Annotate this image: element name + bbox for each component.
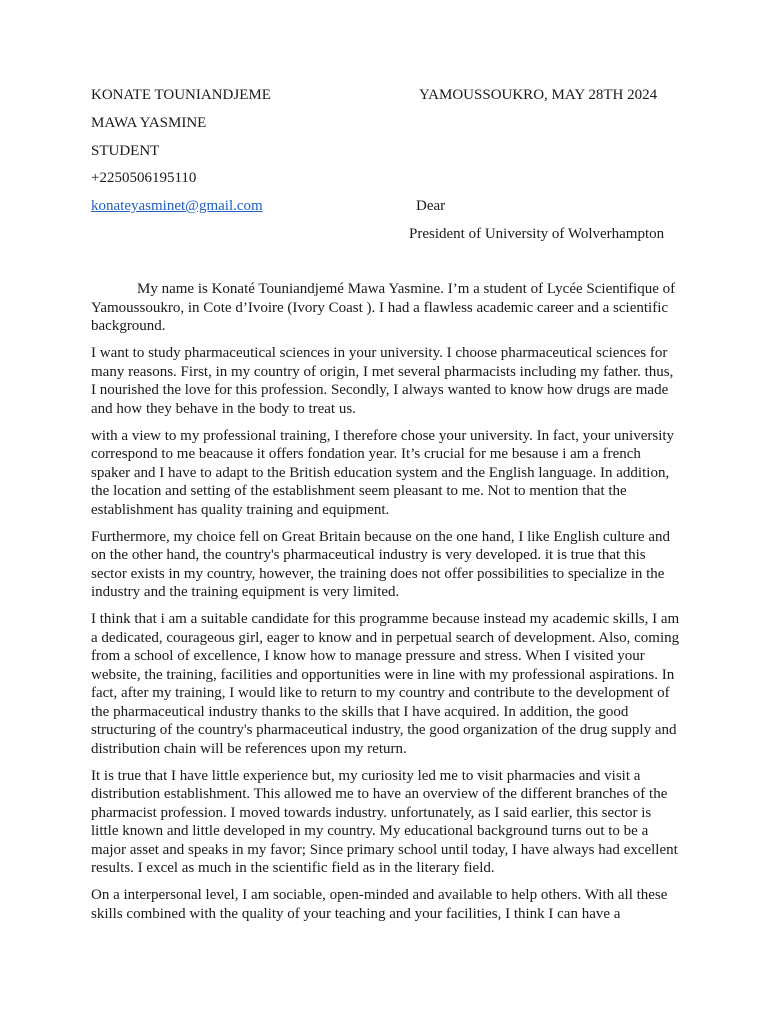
paragraph: Furthermore, my choice fell on Great Britain because on the one hand, I like English culture and on the other hand, the country's pharmaceutical industry is very developed. it is true that this sector exists in my country, however, the training does not offer possibilities to specialize in the industry and the training equipment is very limited.	[91, 528, 670, 600]
paragraph: On a interpersonal level, I am sociable, open-minded and available to help others. With all these skills combined with the quality of your teaching and your facilities, I think I can have a	[91, 887, 668, 922]
paragraph: I want to study pharmaceutical sciences in your university. I choose pharmaceutical sciences for many reasons. First, in my country of origin, I met several pharmacists including my father. thus, I nourished the love for this profession. Secondly, I always wanted to know how drugs are made and how they behave in the body to treat us.	[91, 345, 674, 417]
paragraph: I think that i am a suitable candidate for this programme because instead my academic skills, I am a dedicated, courageous girl, eager to know and in perpetual search of development. Also, coming from a school of excellence, I know how to manage pressure and stress. When I visited your website, the training, facilities and opportunities were in line with my professional aspirations. In fact, after my training, I would like to return to my country and contribute to the development of the pharmaceutical industry thanks to the skills that I have acquired. In addition, the good structuring of the country's pharmaceutical industry, the good organization of the drug supply and distribution chain will be references upon my return.	[91, 611, 680, 757]
paragraph: It is true that I have little experience but, my curiosity led me to visit pharmacies and visit a distribution establishment. This allowed me to have an overview of the different branches of the pharmacist profession. I moved towards industry. unfortunately, as I said earlier, this sector is little known and little developed in my country. My educational background turns out to be a major asset and speaks in my favor; Since primary school until today, I have always had excellent results. I excel as much in the scientific field as in the literary field.	[91, 767, 678, 876]
letter-body	[91, 280, 681, 932]
sender-name-line1: KONATE TOUNIANDJEME	[91, 87, 271, 103]
place-date: YAMOUSSOUKRO, MAY 28TH 2024	[419, 87, 658, 103]
salutation: Dear	[416, 198, 446, 214]
sender-name-line2: MAWA YASMINE	[91, 115, 207, 131]
sender-phone: +2250506195110	[91, 170, 197, 186]
sender-email-link[interactable]: konateyasminet@gmail.com	[91, 198, 263, 214]
paragraph: with a view to my professional training, I therefore chose your university. In fact, your university correspond to me beacause it offers fondation year. It’s crucial for me besause i am a french spaker and I have to adapt to the British education system and the English language. In addition, the location and setting of the establishment seem pleasant to me. Not to mention that the establishment has quality training and equipment.	[91, 427, 675, 518]
recipient-title: President of University of Wolverhampton	[409, 226, 665, 242]
paragraph: My name is Konaté Touniandjemé Mawa Yasmine. I’m a student of Lycée Scientifique of Yamoussoukro, in Cote d’Ivoire (Ivory Coast ). I had a flawless academic career and a scientific background.	[91, 281, 676, 334]
sender-role: STUDENT	[91, 143, 160, 159]
